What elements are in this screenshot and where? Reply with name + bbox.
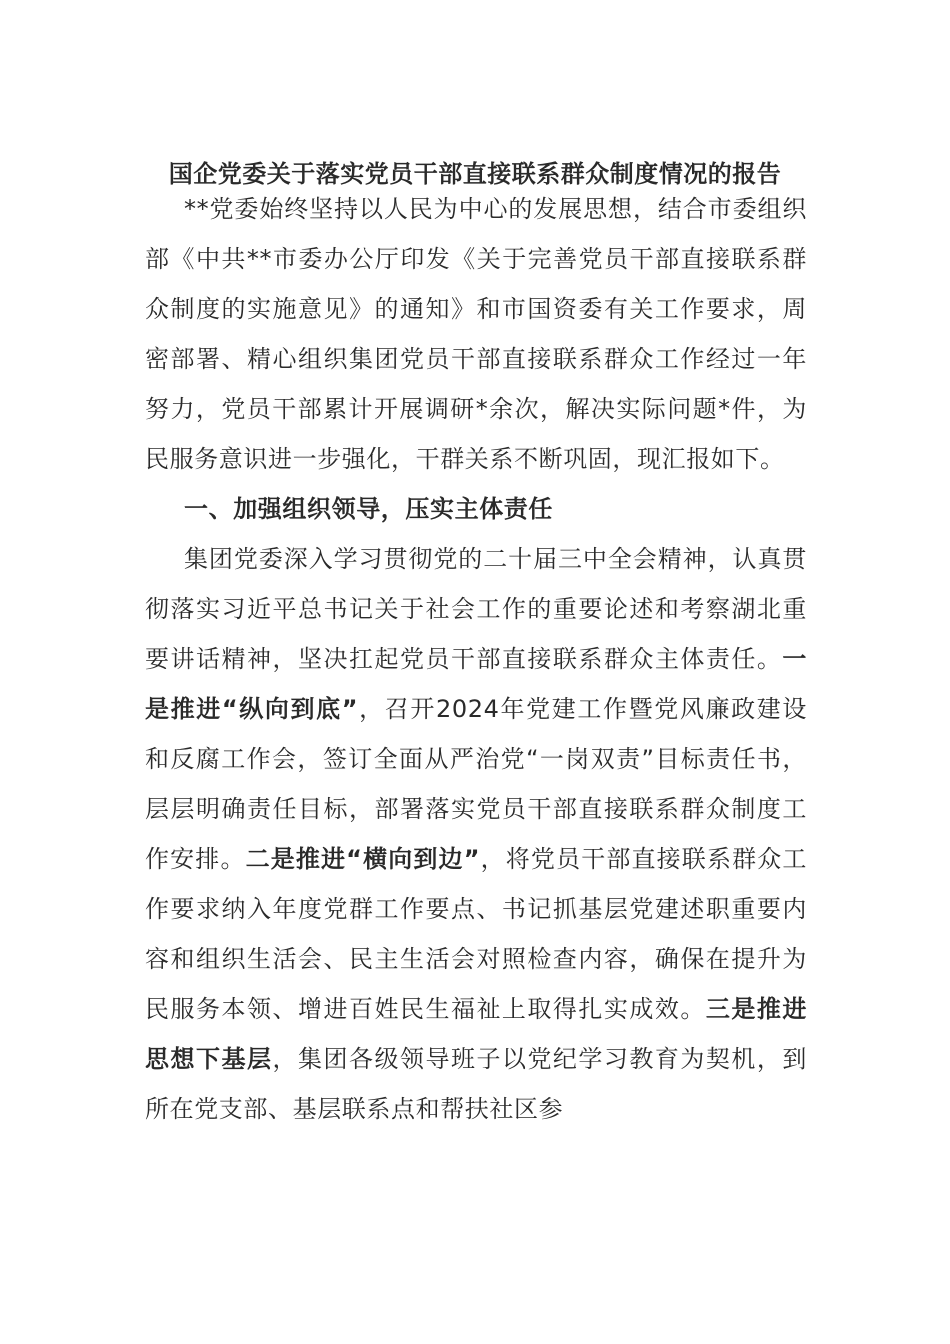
section-paragraph: [145, 534, 807, 1134]
point-one-label: 一是推进“纵向到底”: [145, 645, 807, 723]
document-body: [145, 184, 807, 1134]
section-lead-text: 集团党委深入学习贯彻党的二十届三中全会精神，认真贯彻落实习近平总书记关于社会工作的重要论述和考察湖北重要讲话精神，坚决扛起党员干部直接联系群众主体责任。: [145, 545, 807, 673]
document-title: 国企党委关于落实党员干部直接联系群众制度情况的报告: [168, 160, 782, 188]
point-two-text: ，将党员干部直接联系群众工作要求纳入年度党群工作要点、书记抓基层党建述职重要内容和组织生活会、民主生活会对照检查内容，确保在提升为民服务本领、增进百姓民生福祉上取得扎实成效。: [145, 845, 807, 1023]
section-heading: 一、加强组织领导，压实主体责任: [184, 495, 553, 523]
point-three-text: ，集团各级领导班子以党纪学习教育为契机，到所在党支部、基层联系点和帮扶社区参: [145, 1045, 807, 1123]
intro-paragraph: **党委始终坚持以人民为中心的发展思想，结合市委组织部《中共**市委办公厅印发《关于完善党员干部直接联系群众制度的实施意见》的通知》和市国资委有关工作要求，周密部署、精心组织集团党员干部直接联系群众工作经过一年努力，党员干部累计开展调研*余次，解决实际问题*件，为民服务意识进一步强化，干群关系不断巩固，现汇报如下。: [145, 195, 807, 473]
point-one-text: ，召开2024年党建工作暨党风廉政建设和反腐工作会，签订全面从严治党“一岗双责”目标责任书，层层明确责任目标，部署落实党员干部直接联系群众制度工作安排。: [145, 695, 807, 873]
point-two-label: 二是推进“横向到边”: [245, 845, 481, 873]
point-three-label: 三是推进思想下基层: [145, 995, 807, 1073]
